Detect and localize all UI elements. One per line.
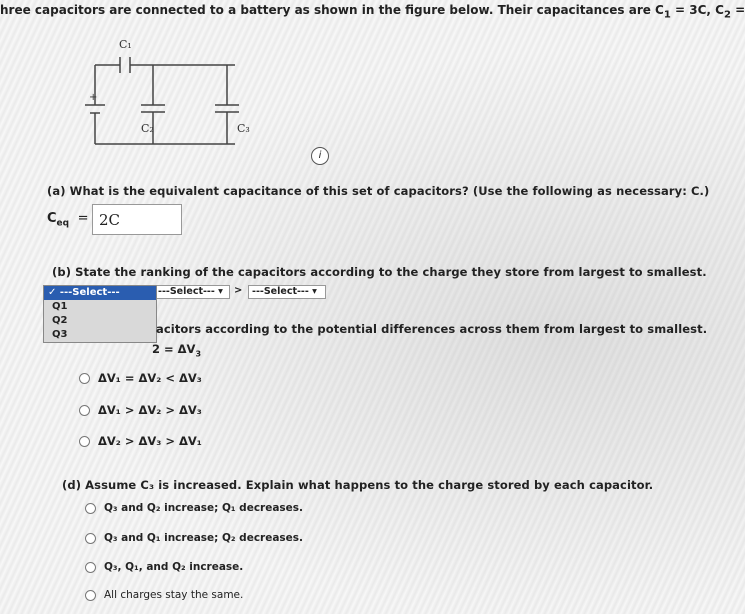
problem-intro: hree capacitors are connected to a battery as shown in the figure below. Their capacitances are $C_1 = 3C$, $C_2$ = <box>0 3 745 21</box>
radio-icon[interactable] <box>85 562 96 573</box>
c2-label: C₂ <box>141 122 154 135</box>
radio-icon[interactable] <box>85 590 96 601</box>
dropdown-option-q2[interactable]: Q2 <box>52 315 68 326</box>
radio-icon[interactable] <box>85 503 96 514</box>
info-icon[interactable]: i <box>311 147 329 165</box>
part-c-option-1[interactable]: ΔV₁ = ΔV₂ < ΔV₃ <box>79 371 202 385</box>
ceq-answer-input[interactable]: 2C <box>92 204 182 235</box>
c1-label: C₁ <box>119 38 132 51</box>
rank-select-2[interactable]: ---Select--- ▾ <box>154 285 230 299</box>
gt-symbol: > <box>234 285 243 296</box>
part-d-option-4[interactable]: All charges stay the same. <box>85 589 243 601</box>
part-c-hidden-option: $2 = \Delta V_3$ <box>152 342 202 359</box>
radio-icon[interactable] <box>79 436 90 447</box>
part-c-option-3[interactable]: ΔV₂ > ΔV₃ > ΔV₁ <box>79 434 202 448</box>
rank-select-3[interactable]: ---Select--- ▾ <box>248 285 326 299</box>
radio-icon[interactable] <box>85 533 96 544</box>
radio-icon[interactable] <box>79 373 90 384</box>
plus-sign: + <box>89 92 98 103</box>
part-c-option-2[interactable]: ΔV₁ > ΔV₂ > ΔV₃ <box>79 403 202 417</box>
dropdown-option-select[interactable]: ✓ ---Select--- <box>44 286 156 300</box>
c3-label: C₃ <box>237 122 250 135</box>
part-d-option-1[interactable]: Q₃ and Q₂ increase; Q₁ decreases. <box>85 502 303 514</box>
dropdown-option-q1[interactable]: Q1 <box>52 301 68 312</box>
dropdown-option-q3[interactable]: Q3 <box>52 329 68 340</box>
radio-icon[interactable] <box>79 405 90 416</box>
part-d-option-3[interactable]: Q₃, Q₁, and Q₂ increase. <box>85 561 243 573</box>
circuit-diagram <box>75 32 265 152</box>
part-a-question: (a) What is the equivalent capacitance of this set of capacitors? (Use the following as necessary: C.) <box>47 184 710 198</box>
part-d-option-2[interactable]: Q₃ and Q₁ increase; Q₂ decreases. <box>85 532 303 544</box>
ceq-label: $C_{eq}$ = <box>47 211 89 229</box>
rank-dropdown-open[interactable] <box>43 285 157 343</box>
part-d-question: (d) Assume C₃ is increased. Explain what happens to the charge stored by each capacitor. <box>62 478 654 492</box>
part-c-question: acitors according to the potential differences across them from largest to smallest. <box>156 322 708 336</box>
part-b-question: (b) State the ranking of the capacitors according to the charge they store from largest to smallest. <box>52 265 707 279</box>
